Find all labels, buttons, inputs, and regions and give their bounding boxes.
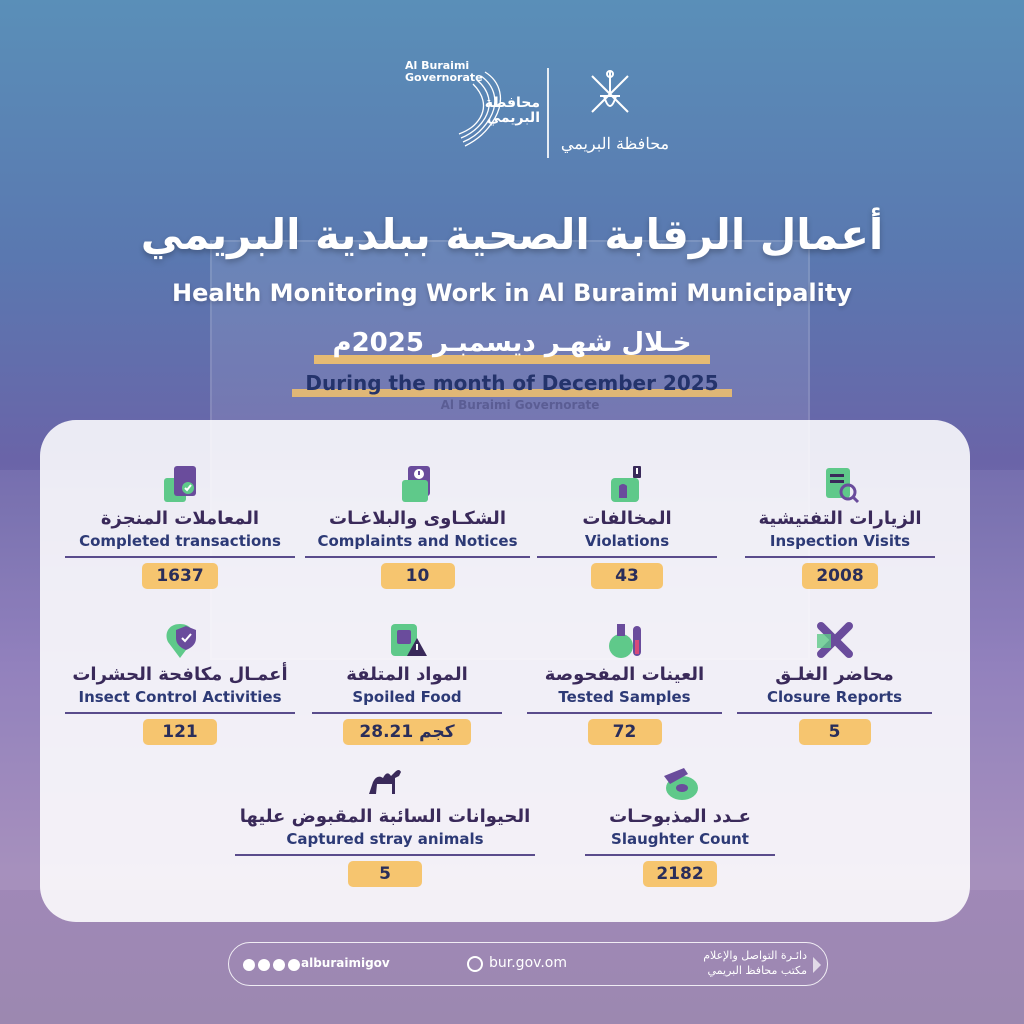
governorate-logo-arabic: محافظة البريمي xyxy=(484,95,540,126)
stat-label-english: Complaints and Notices xyxy=(317,532,518,550)
period-arabic: خـلال شهـر ديسمبـر 2025م xyxy=(332,328,692,358)
stat-label-arabic: الزيارات التفتيشية xyxy=(758,508,922,529)
stat-value: 2008 xyxy=(802,563,878,589)
stat-label-arabic: المخالفات xyxy=(582,508,672,529)
stat-block xyxy=(737,624,932,754)
stat-divider xyxy=(585,854,775,856)
stat-label-arabic: عـدد المذبوحـات xyxy=(609,806,751,827)
close-x-icon xyxy=(815,620,855,660)
website-link[interactable]: bur.gov.om xyxy=(489,955,567,971)
arrow-icon xyxy=(813,957,821,973)
stat-value: 5 xyxy=(348,861,422,887)
stat-label-english: Spoiled Food xyxy=(352,688,462,706)
stat-label-english: Insect Control Activities xyxy=(78,688,282,706)
social-handle[interactable]: alburaimigov xyxy=(301,956,390,970)
stat-block xyxy=(312,624,502,754)
department-label: دائـرة التواصل والإعلام مكتب محافظ البريمي xyxy=(703,949,807,977)
stat-divider xyxy=(65,556,295,558)
stat-label-arabic: الحيوانات السائبة المقبوض عليها xyxy=(239,806,531,827)
instagram-icon[interactable] xyxy=(273,959,285,971)
facebook-icon[interactable] xyxy=(288,959,300,971)
document-check-icon xyxy=(160,464,200,504)
stat-label-arabic: المواد المتلفة xyxy=(346,664,468,685)
stat-divider xyxy=(737,712,932,714)
social-icons xyxy=(243,957,300,973)
stat-block xyxy=(305,468,530,598)
stat-label-english: Tested Samples xyxy=(558,688,691,706)
stat-value: 10 xyxy=(381,563,455,589)
stat-value: 5 xyxy=(799,719,871,745)
stat-label-english: Captured stray animals xyxy=(286,830,484,848)
stat-divider xyxy=(537,556,717,558)
stat-value: 1637 xyxy=(142,563,218,589)
stat-value: 28.21 كجم xyxy=(343,719,471,745)
stat-label-english: Inspection Visits xyxy=(769,532,911,550)
oman-emblem-icon xyxy=(580,66,640,126)
flask-tube-icon xyxy=(605,620,645,660)
meat-cut-icon xyxy=(660,762,700,802)
stat-label-arabic: أعمـال مكافحة الحشرات xyxy=(72,664,288,685)
food-warning-icon xyxy=(387,620,427,660)
stat-divider xyxy=(745,556,935,558)
stat-divider xyxy=(235,854,535,856)
document-alert-icon xyxy=(398,464,438,504)
globe-icon xyxy=(467,956,483,972)
logo-divider xyxy=(547,68,549,158)
stats-card xyxy=(40,420,970,922)
stat-label-arabic: محاضر الغلـق xyxy=(775,664,894,685)
stat-value: 121 xyxy=(143,719,217,745)
header-logos xyxy=(0,30,1024,153)
stat-block xyxy=(65,468,295,598)
footer-bar xyxy=(228,942,828,986)
stat-divider xyxy=(305,556,530,558)
stat-label-arabic: المعاملات المنجزة xyxy=(100,508,260,529)
page-title-arabic: أعمال الرقابة الصحية ببلدية البريمي xyxy=(140,210,884,259)
stat-value: 72 xyxy=(588,719,662,745)
stat-block xyxy=(527,624,722,754)
stat-label-english: Violations xyxy=(584,532,670,550)
period-english: During the month of December 2025 xyxy=(305,371,719,395)
emblem-arabic-text: محافظة البريمي xyxy=(560,134,670,153)
stat-value: 43 xyxy=(591,563,663,589)
stat-label-english: Closure Reports xyxy=(766,688,903,706)
governorate-logo-text: Al Buraimi Governorate xyxy=(405,59,483,84)
stat-label-english: Completed transactions xyxy=(79,532,281,550)
stat-label-arabic: الشكـاوى والبلاغـات xyxy=(328,508,506,529)
stat-block xyxy=(537,468,717,598)
stat-divider xyxy=(65,712,295,714)
x-icon[interactable] xyxy=(258,959,270,971)
stat-divider xyxy=(312,712,502,714)
youtube-icon[interactable] xyxy=(243,959,255,971)
stat-block xyxy=(585,766,775,896)
pin-shield-icon xyxy=(160,620,200,660)
stat-value: 2182 xyxy=(643,861,717,887)
camel-icon xyxy=(365,762,405,802)
stat-block xyxy=(65,624,295,754)
background-watermark: Al Buraimi Governorate xyxy=(440,398,600,412)
stat-label-arabic: العينات المفحوصة xyxy=(544,664,705,685)
alert-hand-icon xyxy=(607,464,647,504)
stat-block xyxy=(745,468,935,598)
stat-label-english: Slaughter Count xyxy=(611,830,749,848)
clipboard-search-icon xyxy=(820,464,860,504)
stat-block xyxy=(235,766,535,896)
stat-divider xyxy=(527,712,722,714)
page-title-english: Health Monitoring Work in Al Buraimi Municipality xyxy=(171,279,852,307)
